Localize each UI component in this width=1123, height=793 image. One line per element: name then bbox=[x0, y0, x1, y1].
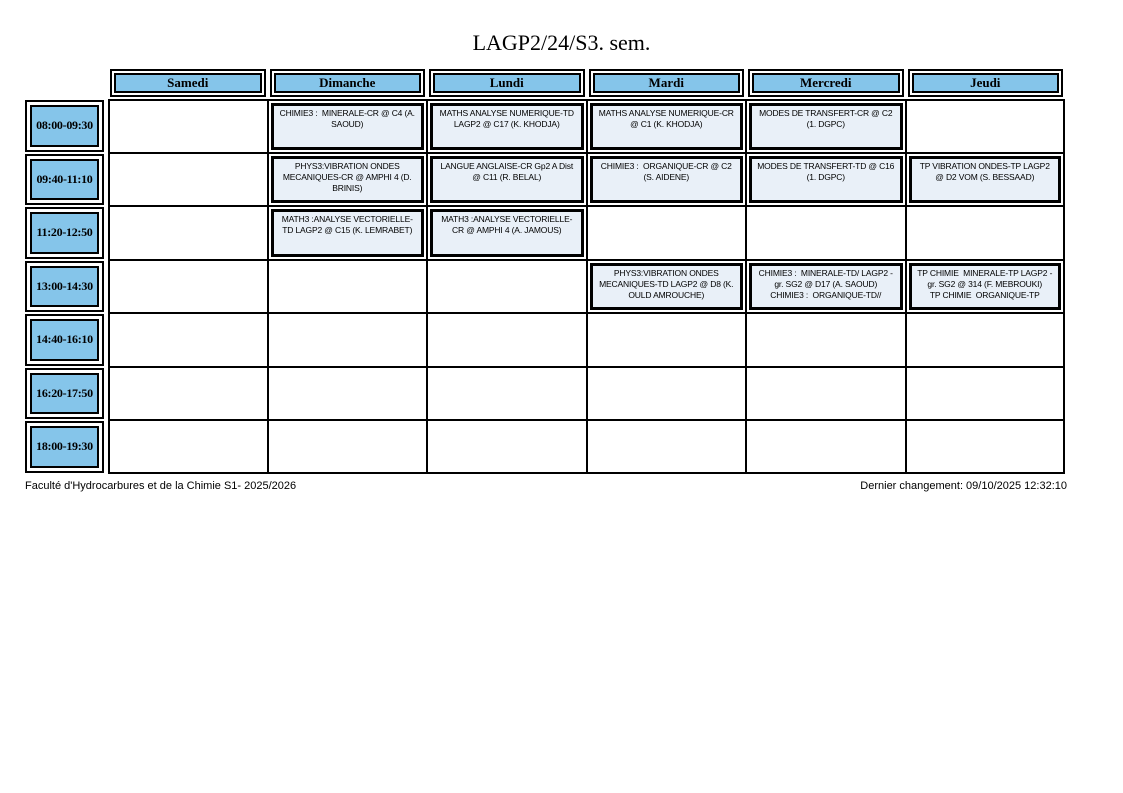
schedule-cell bbox=[587, 99, 747, 153]
schedule-cell bbox=[427, 206, 587, 260]
day-header-samedi bbox=[110, 69, 266, 97]
schedule-cell bbox=[268, 206, 428, 260]
event-text: LANGUE ANGLAISE-CR Gp2 A Dist @ C11 (R. BELAL) bbox=[440, 160, 576, 182]
event-text: TP VIBRATION ONDES-TP LAGP2 @ D2 VOM (S. BESSAAD) bbox=[919, 160, 1053, 182]
time-slot-label: 09:40-11:10 bbox=[30, 159, 99, 201]
event-card bbox=[749, 263, 903, 311]
schedule-cell bbox=[427, 420, 587, 474]
schedule-cell bbox=[746, 153, 906, 207]
schedule-cell bbox=[906, 313, 1066, 367]
event-text: CHIMIE3 : MINERALE-CR @ C4 (A. SAOUD) bbox=[279, 108, 418, 129]
event-card bbox=[909, 263, 1062, 311]
schedule-cell bbox=[108, 99, 268, 153]
schedule-cell bbox=[427, 367, 587, 421]
event-card bbox=[430, 156, 584, 204]
corner-cell bbox=[25, 69, 108, 99]
day-header-mercredi bbox=[748, 69, 904, 97]
time-slot-4 bbox=[25, 314, 104, 366]
day-header-dimanche bbox=[270, 69, 426, 97]
event-card bbox=[271, 209, 425, 257]
schedule-cell bbox=[108, 313, 268, 367]
day-header-label: Dimanche bbox=[274, 73, 422, 93]
time-slot-label: 08:00-09:30 bbox=[30, 105, 99, 147]
schedule-cell bbox=[268, 420, 428, 474]
event-overflow-text: TP CHIMIE ORGANIQUE-TP bbox=[929, 289, 1040, 300]
event-card bbox=[590, 263, 744, 311]
time-slot-label: 11:20-12:50 bbox=[30, 212, 99, 254]
event-card bbox=[749, 156, 903, 204]
day-header-label: Lundi bbox=[433, 73, 581, 93]
schedule-cell bbox=[746, 367, 906, 421]
schedule-cell bbox=[427, 99, 587, 153]
event-text: MODES DE TRANSFERT-TD @ C16 (1. DGPC) bbox=[757, 160, 897, 182]
schedule-cell bbox=[906, 206, 1066, 260]
schedule-cell bbox=[906, 99, 1066, 153]
schedule-cell bbox=[427, 313, 587, 367]
time-slot-5 bbox=[25, 368, 104, 420]
schedule-cell bbox=[746, 206, 906, 260]
schedule-cell bbox=[587, 313, 747, 367]
event-card bbox=[749, 103, 903, 150]
schedule-cell bbox=[268, 99, 428, 153]
event-card bbox=[909, 156, 1062, 204]
schedule-cell bbox=[746, 420, 906, 474]
event-text: MODES DE TRANSFERT-CR @ C2 (1. DGPC) bbox=[759, 108, 895, 129]
day-header-label: Mardi bbox=[593, 73, 741, 93]
event-card bbox=[590, 156, 744, 204]
schedule-cell bbox=[108, 260, 268, 314]
time-slot-label: 13:00-14:30 bbox=[30, 266, 99, 308]
time-slot-label: 16:20-17:50 bbox=[30, 373, 99, 415]
schedule-cell bbox=[587, 420, 747, 474]
event-card bbox=[430, 103, 584, 150]
schedule-cell bbox=[427, 260, 587, 314]
event-card bbox=[590, 103, 744, 150]
schedule-cell bbox=[268, 153, 428, 207]
time-slot-label: 14:40-16:10 bbox=[30, 319, 99, 361]
schedule-cell bbox=[587, 260, 747, 314]
event-text: CHIMIE3 : ORGANIQUE-CR @ C2 (S. AIDENE) bbox=[600, 160, 734, 182]
schedule-cell bbox=[746, 260, 906, 314]
event-text: TP CHIMIE MINERALE-TP LAGP2 - gr. SG2 @ 314 (F. MEBROUKI) bbox=[917, 267, 1055, 289]
schedule-cell bbox=[268, 260, 428, 314]
schedule-cell bbox=[268, 313, 428, 367]
schedule-cell bbox=[108, 206, 268, 260]
page-footer bbox=[25, 480, 1067, 492]
event-card bbox=[430, 209, 584, 257]
schedule-cell bbox=[108, 420, 268, 474]
schedule-cell bbox=[108, 367, 268, 421]
event-text: MATH3 :ANALYSE VECTORIELLE-TD LAGP2 @ C15 (K. LEMRABET) bbox=[281, 214, 413, 235]
event-text: MATH3 :ANALYSE VECTORIELLE-CR @ AMPHI 4 (A. JAMOUS) bbox=[441, 214, 573, 235]
day-header-label: Mercredi bbox=[752, 73, 900, 93]
schedule-cell bbox=[746, 99, 906, 153]
schedule-cell bbox=[587, 367, 747, 421]
time-slot-2 bbox=[25, 207, 104, 259]
schedule-cell bbox=[906, 420, 1066, 474]
schedule-cell bbox=[906, 260, 1066, 314]
event-text: PHYS3:VIBRATION ONDES MECANIQUES-CR @ AMPHI 4 (D. BRINIS) bbox=[282, 160, 414, 193]
event-text: PHYS3:VIBRATION ONDES MECANIQUES-TD LAGP2 @ D8 (K. OULD AMROUCHE) bbox=[599, 267, 736, 300]
schedule-cell bbox=[108, 153, 268, 207]
event-card bbox=[271, 156, 425, 204]
event-card bbox=[271, 103, 425, 150]
schedule-cell bbox=[587, 153, 747, 207]
day-header-label: Jeudi bbox=[912, 73, 1060, 93]
schedule-cell bbox=[587, 206, 747, 260]
schedule-cell bbox=[746, 313, 906, 367]
footer-last-change-text: Dernier changement: 09/10/2025 12:32:10 bbox=[860, 480, 1067, 492]
day-header-mardi bbox=[589, 69, 745, 97]
footer-faculty-text: Faculté d'Hydrocarbures et de la Chimie S1- 2025/2026 bbox=[25, 480, 297, 492]
day-header-jeudi bbox=[908, 69, 1064, 97]
event-overflow-text: CHIMIE3 : ORGANIQUE-TD// bbox=[770, 289, 882, 300]
schedule-cell bbox=[906, 367, 1066, 421]
event-text: MATHS ANALYSE NUMERIQUE-CR @ C1 (K. KHODJA) bbox=[598, 108, 737, 129]
day-header-label: Samedi bbox=[114, 73, 262, 93]
time-slot-1 bbox=[25, 154, 104, 206]
page-title: LAGP2/24/S3. sem. bbox=[472, 30, 651, 55]
schedule-cell bbox=[268, 367, 428, 421]
timetable-grid bbox=[25, 69, 1065, 474]
time-slot-0 bbox=[25, 100, 104, 152]
time-slot-6 bbox=[25, 421, 104, 473]
time-slot-label: 18:00-19:30 bbox=[30, 426, 99, 468]
time-slot-3 bbox=[25, 261, 104, 313]
event-text: CHIMIE3 : MINERALE-TD/ LAGP2 - gr. SG2 @ D17 (A. SAOUD) bbox=[758, 267, 896, 289]
event-text: MATHS ANALYSE NUMERIQUE-TD LAGP2 @ C17 (K. KHODJA) bbox=[439, 108, 577, 129]
day-header-lundi bbox=[429, 69, 585, 97]
schedule-cell bbox=[427, 153, 587, 207]
schedule-cell bbox=[906, 153, 1066, 207]
